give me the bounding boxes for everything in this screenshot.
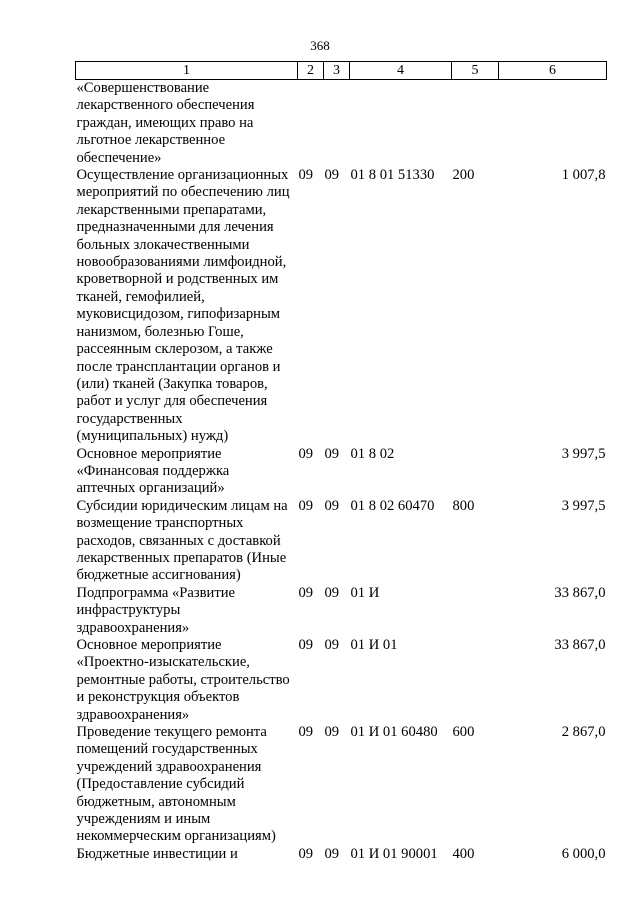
row-section: 09	[298, 445, 314, 462]
row-name-line: тканей, гемофилией,	[76, 288, 205, 305]
row-name	[76, 80, 298, 168]
row-name-line: «Проектно-изыскательские,	[76, 654, 250, 671]
row-name-line: Бюджетные инвестиции и	[76, 845, 238, 862]
header-col-6: 6	[499, 62, 607, 80]
table-row	[76, 498, 607, 585]
table-row	[76, 446, 607, 498]
row-name-line: Осуществление организационных	[76, 167, 289, 184]
row-section: 09	[298, 167, 314, 184]
row-name-line: граждан, имеющих право на	[76, 114, 254, 131]
row-name-line: рассеянным склерозом, а также	[76, 341, 273, 358]
row-subsection: 09	[324, 445, 340, 462]
header-col-4: 4	[350, 62, 452, 80]
row-name-line: после трансплантации органов и	[76, 358, 281, 375]
row-name-line: аптечных организаций»	[76, 480, 225, 497]
row-expense-type	[452, 446, 499, 498]
row-target-code: 01 8 02 60470	[350, 497, 435, 514]
row-name-line: Основное мероприятие	[76, 637, 222, 653]
row-name-line: Проведение текущего ремонта	[76, 724, 267, 741]
header-col-5: 5	[452, 62, 499, 80]
row-name-line: инфраструктуры	[76, 602, 181, 619]
row-section: 09	[298, 497, 314, 514]
row-expense-type	[452, 585, 499, 637]
table-row	[76, 167, 607, 446]
row-name-line: (Предоставление субсидий	[76, 776, 245, 793]
row-name-line: расходов, связанных с доставкой	[76, 532, 281, 549]
row-amount: 3 997,5	[561, 445, 606, 462]
row-subsection: 09	[324, 167, 340, 184]
row-expense-type: 600	[452, 724, 475, 741]
header-col-2: 2	[298, 62, 324, 80]
row-name-line: некоммерческим организациям)	[76, 828, 276, 845]
row-amount: 33 867,0	[554, 584, 606, 601]
row-name-line: кроветворной и родственных им	[76, 271, 279, 288]
row-amount: 2 867,0	[561, 724, 606, 741]
row-name-line: Основное мероприятие	[76, 445, 222, 462]
row-amount: 1 007,8	[561, 167, 606, 184]
row-name-line: возмещение транспортных	[76, 515, 244, 532]
page-number: 368	[310, 38, 330, 53]
row-subsection: 09	[324, 497, 340, 514]
row-target-code: 01 8 01 51330	[350, 167, 435, 184]
row-name-line: «Совершенствование	[76, 80, 210, 96]
row-amount: 3 997,5	[561, 497, 606, 514]
row-section	[298, 80, 324, 168]
row-subsection	[324, 80, 350, 168]
row-target-code: 01 И 01	[350, 637, 398, 653]
row-target-code: 01 И	[350, 584, 380, 601]
table-row	[76, 846, 607, 863]
row-name-line: государственных	[76, 410, 183, 427]
row-name-line: предназначенными для лечения	[76, 219, 274, 236]
row-expense-type	[452, 80, 499, 168]
row-section: 09	[298, 584, 314, 601]
row-expense-type: 400	[452, 845, 475, 862]
row-name	[76, 585, 298, 637]
row-name-line: больных злокачественными	[76, 236, 250, 253]
row-amount	[499, 80, 607, 168]
row-name-line: нанизмом, болезнью Гоше,	[76, 323, 244, 340]
row-name-line: здравоохранения»	[76, 619, 190, 636]
row-name-line: лекарственными препаратами,	[76, 201, 267, 218]
header-col-1: 1	[76, 62, 298, 80]
table-header-row	[76, 62, 607, 80]
row-name-line: Субсидии юридическим лицам на	[76, 497, 288, 514]
table-body	[76, 80, 607, 864]
row-section: 09	[298, 637, 314, 653]
row-name-line: бюджетные ассигнования)	[76, 567, 241, 584]
row-name-line: новообразованиями лимфоидной,	[76, 254, 287, 271]
row-subsection: 09	[324, 845, 340, 862]
table-row	[76, 80, 607, 168]
row-name	[76, 167, 298, 446]
row-name-line: бюджетным, автономным	[76, 793, 236, 810]
row-name-line: (муниципальных) нужд)	[76, 428, 229, 445]
row-name-line: и реконструкция объектов	[76, 689, 240, 706]
row-target-code: 01 8 02	[350, 445, 395, 462]
row-name-line: учреждениям и иным	[76, 811, 211, 828]
row-name-line: работ и услуг для обеспечения	[76, 393, 268, 410]
header-col-3: 3	[324, 62, 350, 80]
row-name	[76, 446, 298, 498]
row-name	[76, 724, 298, 846]
row-name-line: Подпрограмма «Развитие	[76, 584, 236, 601]
row-name	[76, 498, 298, 585]
row-name-line: обеспечение»	[76, 149, 162, 166]
row-name-line: мероприятий по обеспечению лиц	[76, 184, 290, 201]
row-name-line: помещений государственных	[76, 741, 258, 758]
budget-table	[75, 61, 607, 863]
row-name	[76, 637, 298, 724]
row-name-line: здравоохранения»	[76, 706, 190, 723]
row-section: 09	[298, 724, 314, 741]
row-target-code: 01 И 01 90001	[350, 845, 438, 862]
row-amount: 33 867,0	[554, 637, 606, 653]
row-name-line: лекарственного обеспечения	[76, 97, 255, 114]
row-expense-type: 200	[452, 167, 475, 184]
row-subsection: 09	[324, 584, 340, 601]
row-name-line: учреждений здравоохранения	[76, 758, 262, 775]
row-expense-type	[452, 637, 499, 724]
table-row	[76, 585, 607, 637]
row-name-line: (или) тканей (Закупка товаров,	[76, 375, 268, 392]
row-name-line: «Финансовая поддержка	[76, 462, 230, 479]
row-subsection: 09	[324, 724, 340, 741]
row-subsection: 09	[324, 637, 340, 653]
row-amount: 6 000,0	[561, 845, 606, 862]
row-name-line: лекарственных препаратов (Иные	[76, 549, 287, 566]
row-expense-type: 800	[452, 497, 475, 514]
row-section: 09	[298, 845, 314, 862]
row-target-code	[350, 80, 452, 168]
row-name-line: ремонтные работы, строительство	[76, 671, 290, 688]
row-target-code: 01 И 01 60480	[350, 724, 438, 741]
row-name	[76, 846, 298, 863]
row-name-line: льготное лекарственное	[76, 132, 226, 149]
table-row	[76, 637, 607, 724]
table-row	[76, 724, 607, 846]
row-name-line: муковисцидозом, гипофизарным	[76, 306, 280, 323]
